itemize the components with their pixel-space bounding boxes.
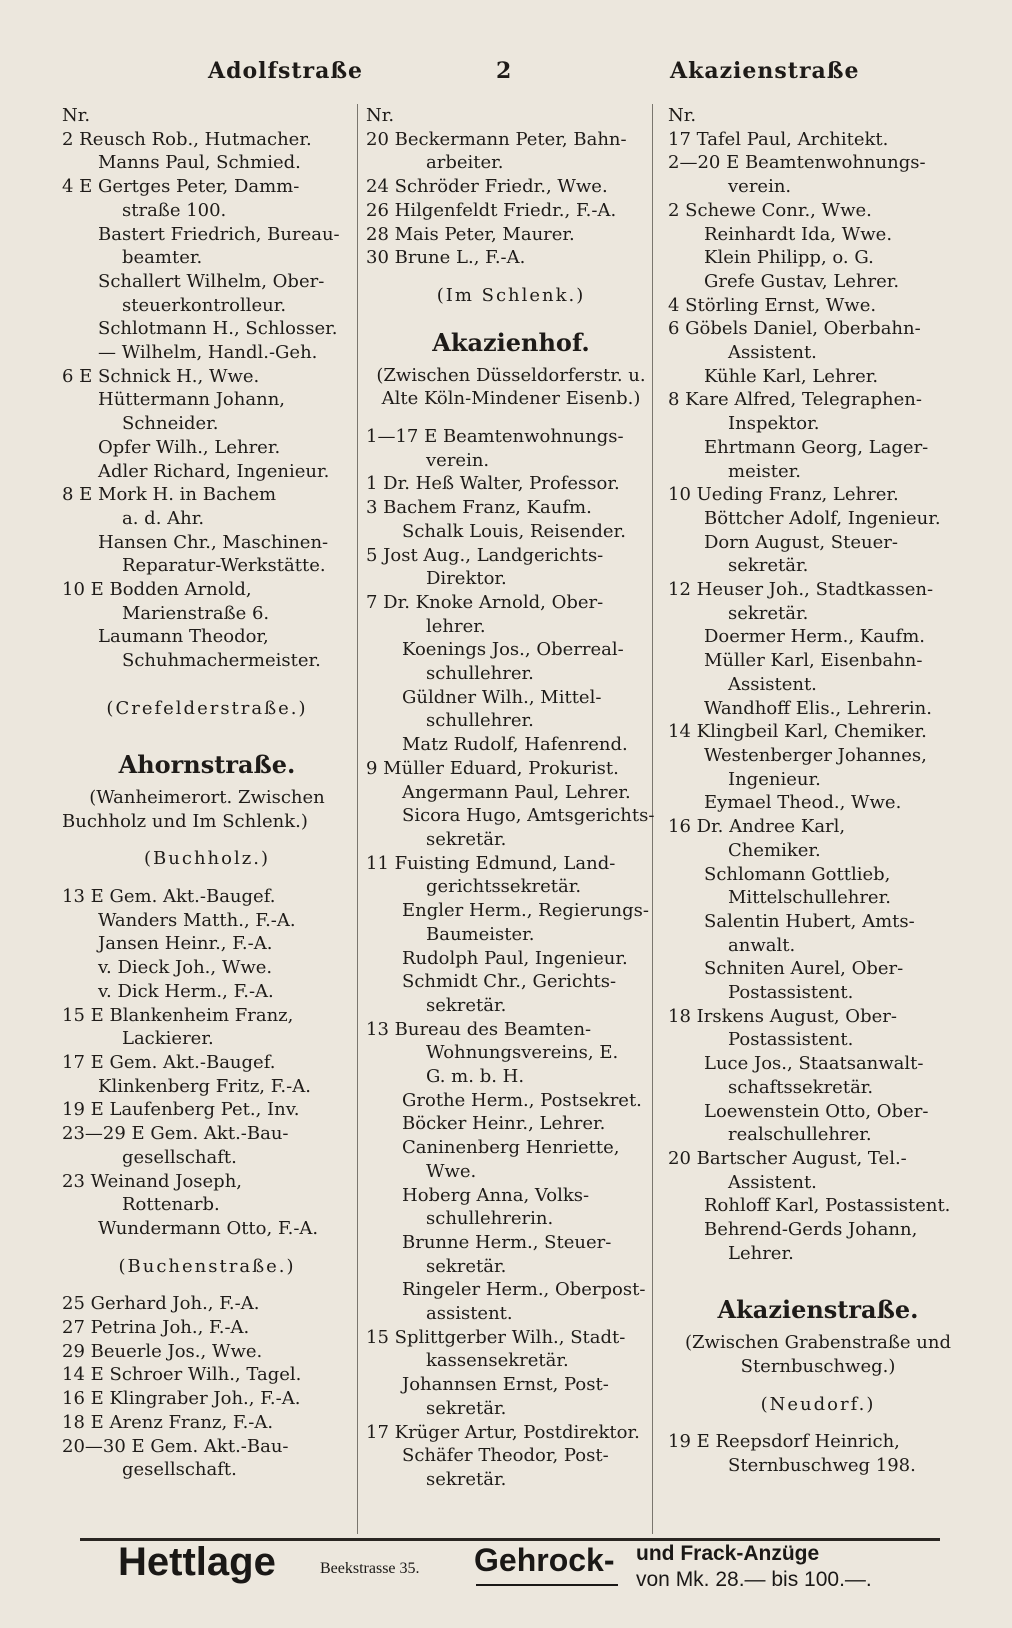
entry-line: Opfer Wilh., Lehrer.	[98, 436, 281, 458]
page-number: 2	[496, 58, 513, 84]
entry-line: 6 E Schnick H., Wwe.	[62, 365, 260, 387]
entry-line: gesellschaft.	[122, 1146, 237, 1168]
entry-line: Buchholz und Im Schlenk.)	[62, 810, 308, 832]
entry-line: 14 E Schroer Wilh., Tagel.	[62, 1364, 302, 1386]
entry-line: 3 Bachem Franz, Kaufm.	[366, 497, 592, 519]
entry-line: Baumeister.	[426, 923, 535, 945]
entry-line	[62, 720, 352, 744]
entry-line: Ehrtmann Georg, Lager-	[704, 436, 929, 458]
entry-line: 7 Dr. Knoke Arnold, Ober-	[366, 591, 604, 613]
entry-line: 20 Beckermann Peter, Bahn-	[366, 128, 627, 150]
entry-line: sekretär.	[728, 555, 809, 577]
entry-line: Chemiker.	[728, 839, 821, 861]
entry-line: 2 Reusch Rob., Hutmacher.	[62, 128, 312, 150]
entry-line: anwalt.	[728, 934, 796, 956]
entry-line: Hansen Chr., Maschinen-	[98, 531, 329, 553]
entry-line: Luce Jos., Staatsanwalt-	[704, 1053, 924, 1075]
entry-line: 23 Weinand Joseph,	[62, 1170, 243, 1192]
entry-line: schullehrer.	[426, 663, 534, 685]
entry-line: Caninenberg Henriette,	[402, 1137, 620, 1159]
entry-line: schullehrer.	[426, 710, 534, 732]
entry-line: Postassistent.	[728, 1029, 854, 1051]
entry-line: Klein Philipp, o. G.	[704, 247, 874, 269]
entry-line	[62, 1241, 352, 1255]
entry-line: Nr.	[366, 105, 395, 126]
entry-line: Bastert Friedrich, Bureau-	[98, 223, 340, 245]
entry-line: 29 Beuerle Jos., Wwe.	[62, 1340, 263, 1362]
entry-line: 2 Schewe Conr., Wwe.	[668, 199, 872, 221]
entry-line: (Im Schlenk.)	[436, 284, 586, 306]
entry-line: Postassistent.	[728, 982, 854, 1004]
entry-line: 4 Störling Ernst, Wwe.	[668, 294, 877, 316]
entry-line	[668, 1379, 968, 1393]
entry-line: Brunne Herm., Steuer-	[402, 1231, 612, 1253]
column-right	[668, 104, 968, 1478]
ad-underline	[476, 1584, 618, 1586]
entry-line: Mittelschullehrer.	[728, 887, 891, 909]
entry-line: 19 E Reepsdorf Heinrich,	[668, 1431, 900, 1453]
entry-line: steuerkontrolleur.	[122, 294, 287, 316]
entry-line: Direktor.	[426, 568, 507, 590]
entry-line: 20 Bartscher August, Tel.-	[668, 1147, 907, 1169]
entry-line: Böttcher Adolf, Ingenieur.	[704, 507, 941, 529]
entry-line: Ingenieur.	[728, 768, 821, 790]
entry-line: 15 E Blankenheim Franz,	[62, 1004, 294, 1026]
entry-line: v. Dick Herm., F.-A.	[98, 980, 274, 1002]
entry-line: 30 Brune L., F.-A.	[366, 247, 526, 269]
entry-line: sekretär.	[426, 1397, 507, 1419]
entry-line	[62, 673, 352, 697]
entry-line: Eymael Theod., Wwe.	[704, 792, 902, 814]
entry-line: straße 100.	[122, 199, 227, 221]
entry-line: arbeiter.	[426, 152, 504, 174]
column-middle	[366, 104, 656, 1492]
entry-line: Müller Karl, Eisenbahn-	[704, 650, 923, 672]
entry-line: Salentin Hubert, Amts-	[704, 910, 915, 932]
entry-line: Angermann Paul, Lehrer.	[402, 781, 631, 803]
entry-line: Nr.	[668, 105, 697, 126]
entry-line: Dorn August, Steuer-	[704, 531, 898, 553]
entry-line: 1 Dr. Heß Walter, Professor.	[366, 473, 620, 495]
entry-line: Schniten Aurel, Ober-	[704, 958, 904, 980]
entry-line: Westenberger Johannes,	[704, 744, 927, 766]
column-left	[62, 104, 352, 1482]
entry-line: 5 Jost Aug., Landgerichts-	[366, 544, 604, 566]
entry-line: (Crefelderstraße.)	[106, 697, 308, 719]
entry-line: 25 Gerhard Joh., F.-A.	[62, 1293, 260, 1315]
entry-line: Assistent.	[728, 673, 817, 695]
entry-line: beamter.	[122, 247, 203, 269]
entry-line: verein.	[728, 176, 792, 198]
ad-line1: und Frack-Anzüge	[636, 1542, 820, 1565]
entry-line: Nr.	[62, 105, 91, 126]
entry-line: kassensekretär.	[426, 1350, 569, 1372]
entry-line: Lehrer.	[728, 1242, 794, 1264]
entry-line: gesellschaft.	[122, 1459, 237, 1481]
entry-line: Sternbuschweg.)	[740, 1355, 896, 1377]
entry-line: Koenings Jos., Oberreal-	[402, 639, 624, 661]
running-head-right: Akazienstraße	[670, 58, 860, 84]
entry-line: Wanders Matth., F.-A.	[98, 909, 296, 931]
entry-line: Manns Paul, Schmied.	[98, 152, 301, 174]
entry-line: Grefe Gustav, Lehrer.	[704, 270, 900, 292]
entry-line: Klinkenberg Fritz, F.-A.	[98, 1075, 311, 1097]
entry-line: 16 E Klingraber Joh., F.-A.	[62, 1388, 301, 1410]
entry-line: Wandhoff Elis., Lehrerin.	[704, 697, 932, 719]
entry-line: Rottenarb.	[122, 1194, 220, 1216]
entry-line: Reparatur-Werkstätte.	[122, 555, 326, 577]
entry-line: sekretär.	[426, 828, 507, 850]
entry-line: 10 E Bodden Arnold,	[62, 579, 252, 601]
entry-line: Johannsen Ernst, Post-	[402, 1374, 609, 1396]
entry-line: Wohnungsvereins, E.	[426, 1042, 619, 1064]
entry-line: Jansen Heinr., F.-A.	[98, 933, 273, 955]
entry-line: 20—30 E Gem. Akt.-Bau-	[62, 1435, 289, 1457]
entry-line	[668, 1416, 968, 1430]
entry-line: G. m. b. H.	[426, 1066, 525, 1088]
entry-line: Inspektor.	[728, 413, 820, 435]
entry-line: Engler Herm., Regierungs-	[402, 900, 649, 922]
entry-line: Schallert Wilhelm, Ober-	[98, 270, 325, 292]
entry-line: Rohloff Karl, Postassistent.	[704, 1195, 951, 1217]
entry-line: realschullehrer.	[728, 1124, 872, 1146]
entry-line: Böcker Heinr., Lehrer.	[402, 1113, 606, 1135]
entry-line: 18 E Arenz Franz, F.-A.	[62, 1411, 274, 1433]
entry-line: Doermer Herm., Kaufm.	[704, 626, 925, 648]
entry-line: 6 Göbels Daniel, Oberbahn-	[668, 318, 921, 340]
entry-line: a. d. Ahr.	[122, 507, 205, 529]
entry-line: Rudolph Paul, Ingenieur.	[402, 947, 628, 969]
entry-line: Lackierer.	[122, 1028, 214, 1050]
entry-line: lehrer.	[426, 615, 486, 637]
entry-line: 10 Ueding Franz, Lehrer.	[668, 484, 899, 506]
entry-line: 27 Petrina Joh., F.-A.	[62, 1317, 250, 1339]
street-heading: Ahornstraße.	[118, 749, 296, 779]
entry-line	[62, 1278, 352, 1292]
entry-line: 8 Kare Alfred, Telegraphen-	[668, 389, 922, 411]
entry-line: (Zwischen Düsseldorferstr. u.	[376, 364, 646, 386]
entry-line	[366, 270, 656, 284]
entry-line	[62, 871, 352, 885]
entry-line: 17 Tafel Paul, Architekt.	[668, 128, 889, 150]
entry-line: Schlotmann H., Schlosser.	[98, 318, 338, 340]
entry-line: Schalk Louis, Reisender.	[402, 520, 626, 542]
entry-line: Ringeler Herm., Oberpost-	[402, 1279, 646, 1301]
entry-line: Güldner Wilh., Mittel-	[402, 686, 602, 708]
entry-line: 18 Irskens August, Ober-	[668, 1005, 897, 1027]
entry-line: 11 Fuisting Edmund, Land-	[366, 852, 616, 874]
entry-line: 23—29 E Gem. Akt.-Bau-	[62, 1123, 289, 1145]
entry-line: 24 Schröder Friedr., Wwe.	[366, 176, 608, 198]
street-heading: Akazienhof.	[432, 327, 590, 357]
entry-line: sekretär.	[426, 1255, 507, 1277]
entry-line: schullehrerin.	[426, 1208, 554, 1230]
entry-line: (Neudorf.)	[760, 1393, 876, 1415]
entry-line: Schuhmachermeister.	[122, 650, 321, 672]
entry-line: 26 Hilgenfeldt Friedr., F.-A.	[366, 199, 617, 221]
entry-line: (Buchholz.)	[144, 848, 270, 870]
entry-line: Assistent.	[728, 342, 817, 364]
entry-line: Sicora Hugo, Amtsgerichts-	[402, 805, 655, 827]
entry-line: — Wilhelm, Handl.-Geh.	[98, 342, 318, 364]
entry-line: Sternbuschweg 198.	[728, 1454, 916, 1476]
entry-line	[668, 1265, 968, 1289]
entry-line: verein.	[426, 449, 490, 471]
entry-line: v. Dieck Joh., Wwe.	[98, 957, 273, 979]
entry-line: (Wanheimerort. Zwischen	[89, 786, 325, 808]
entry-line: Laumann Theodor,	[98, 626, 269, 648]
entry-line: (Zwischen Grabenstraße und	[685, 1332, 951, 1354]
entry-line: 15 Splittgerber Wilh., Stadt-	[366, 1326, 626, 1348]
entry-line: Adler Richard, Ingenieur.	[98, 460, 330, 482]
entry-line	[366, 411, 656, 425]
entry-line	[366, 308, 656, 322]
entry-line: Wundermann Otto, F.-A.	[98, 1217, 319, 1239]
entry-line: 12 Heuser Joh., Stadtkassen-	[668, 579, 934, 601]
entry-line: Kühle Karl, Lehrer.	[704, 365, 879, 387]
entry-line: 17 Krüger Artur, Postdirektor.	[366, 1421, 640, 1443]
entry-line: Wwe.	[426, 1160, 477, 1182]
entry-line: sekretär.	[426, 994, 507, 1016]
entry-line: 19 E Laufenberg Pet., Inv.	[62, 1099, 300, 1121]
entry-line: Reinhardt Ida, Wwe.	[704, 223, 893, 245]
entry-line: sekretär.	[728, 602, 809, 624]
entry-line: 1—17 E Beamtenwohnungs-	[366, 426, 624, 448]
entry-line: Schneider.	[122, 413, 219, 435]
street-heading: Akazienstraße.	[717, 1295, 919, 1325]
entry-line: Matz Rudolf, Hafenrend.	[402, 734, 628, 756]
entry-line: Schäfer Theodor, Post-	[402, 1445, 609, 1467]
entry-line: 14 Klingbeil Karl, Chemiker.	[668, 721, 927, 743]
entry-line: 4 E Gertges Peter, Damm-	[62, 176, 300, 198]
entry-line: Alte Köln-Mindener Eisenb.)	[381, 388, 641, 410]
entry-line: schaftssekretär.	[728, 1076, 874, 1098]
entry-line: Marienstraße 6.	[122, 602, 270, 624]
entry-line: 17 E Gem. Akt.-Baugef.	[62, 1051, 276, 1073]
entry-line: meister.	[728, 460, 801, 482]
entry-line: Schmidt Chr., Gerichts-	[402, 971, 617, 993]
entry-line: Schlomann Gottlieb,	[704, 863, 891, 885]
entry-line: gerichtssekretär.	[426, 876, 582, 898]
entry-line: sekretär.	[426, 1468, 507, 1490]
ad-street: Beekstrasse 35.	[320, 1560, 420, 1577]
entry-line: 13 E Gem. Akt.-Baugef.	[62, 886, 276, 908]
entry-line: Loewenstein Otto, Ober-	[704, 1100, 929, 1122]
entry-line: 2—20 E Beamtenwohnungs-	[668, 152, 926, 174]
entry-line: 9 Müller Eduard, Prokurist.	[366, 757, 619, 779]
ad-product: Gehrock-	[474, 1542, 615, 1578]
entry-line: (Buchenstraße.)	[118, 1255, 296, 1277]
entry-line: 16 Dr. Andree Karl,	[668, 816, 846, 838]
ad-brand: Hettlage	[118, 1540, 276, 1584]
entry-line: assistent.	[426, 1303, 513, 1325]
entry-line: Hoberg Anna, Volks-	[402, 1184, 590, 1206]
ad-line2: von Mk. 28.— bis 100.—.	[636, 1568, 872, 1591]
entry-line: 13 Bureau des Beamten-	[366, 1018, 592, 1040]
running-head-left: Adolfstraße	[208, 58, 364, 84]
entry-line: 28 Mais Peter, Maurer.	[366, 223, 575, 245]
entry-line: Behrend-Gerds Johann,	[704, 1219, 918, 1241]
column-divider	[357, 104, 358, 1534]
entry-line: Hüttermann Johann,	[98, 389, 286, 411]
entry-line: 8 E Mork H. in Bachem	[62, 484, 277, 506]
entry-line	[62, 833, 352, 847]
entry-line: Assistent.	[728, 1171, 817, 1193]
entry-line: Grothe Herm., Postsekret.	[402, 1089, 642, 1111]
